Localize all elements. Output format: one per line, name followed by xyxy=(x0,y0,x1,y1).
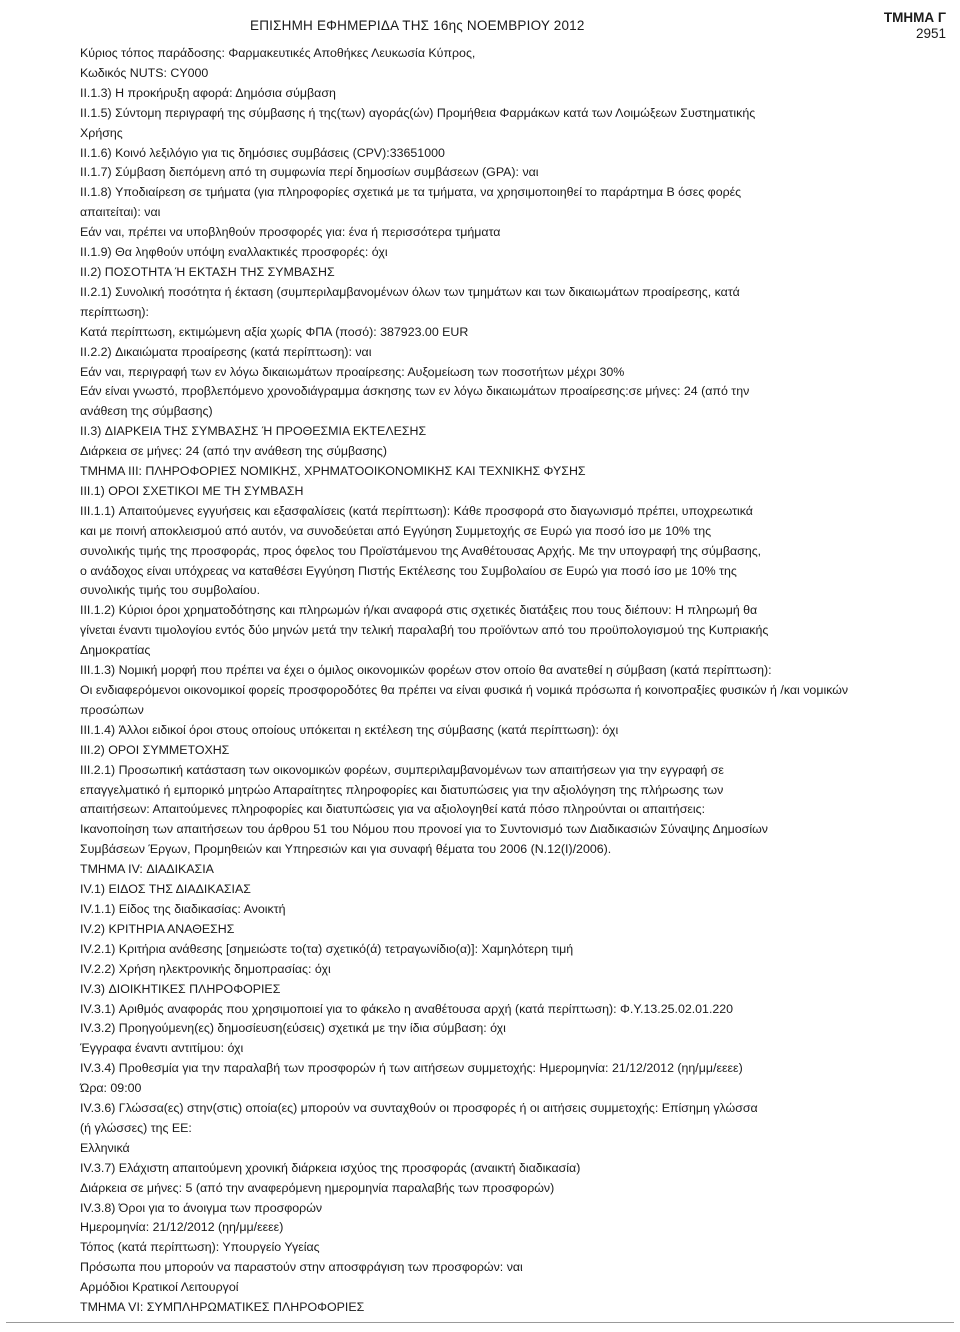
text-line: συνολικής τιμής του συμβολαίου. xyxy=(80,583,261,598)
text-line: IV.3.4) Προθεσμία για την παραλαβή των προσφορών ή των αιτήσεων συμμετοχής: Ημερομηνία: 21/12/2012 (ηη/μμ/εεεε) xyxy=(80,1061,743,1076)
text-line: Οι ενδιαφερόμενοι οικονομικοί φορείς προσφοροδότες θα πρέπει να είναι φυσικά ή νομικά πρόσωπα ή κοινοπραξίες φυσικών ή /και νομικών xyxy=(80,683,849,697)
text-line: Ικανοποίηση των απαιτήσεων του άρθρου 51 του Νόμου που προνοεί για το Συντονισμό των Διαδικασιών Σύναψης Δημοσίων xyxy=(80,822,768,837)
text-line: Ώρα: 09:00 xyxy=(80,1081,142,1096)
text-line: Χρήσης xyxy=(80,125,123,140)
text-line: συνολικής τιμής της προσφοράς, προς όφελος του Προϊστάμενου της Αναθέτουσας Αρχής. Με την υπογραφή της σύμβασης, xyxy=(80,543,762,558)
text-line: III.1.3) Νομική μορφή που πρέπει να έχει ο όμιλος οικονομικών φορέων στον οποίο θα ανατεθεί η σύμβαση (κατά περίπτωση): xyxy=(80,663,772,678)
text-line: III.1.4) Άλλοι ειδικοί όροι στους οποίους υπόκειται η εκτέλεση της σύμβασης (κατά περίπτωση): όχι xyxy=(80,722,619,737)
text-line: Ημερομηνία: 21/12/2012 (ηη/μμ/εεεε) xyxy=(80,1220,284,1235)
section-label: ΤΜΗΜΑ Γ xyxy=(883,10,946,25)
text-line: Εάν ναι, πρέπει να υποβληθούν προσφορές για: ένα ή περισσότερα τμήματα xyxy=(80,225,501,240)
text-line: επαγγελματικό ή εμπορικό μητρώο Απαραίτητες πληροφορίες και διατυπώσεις για την αξιολόγηση της πλήρωσης των xyxy=(80,782,724,797)
text-line: II.1.8) Υποδιαίρεση σε τμήματα (για πληροφορίες σχετικά με τα τμήματα, να χρησιμοποιηθεί το παράρτημα Β όσες φορές xyxy=(80,185,742,200)
text-line: Συμβάσεων Έργων, Προμηθειών και Υπηρεσιών και για συναφή θέματα του 2006 (Ν.12(Ι)/2006). xyxy=(80,842,612,857)
text-line: III.1) ΟΡΟΙ ΣΧΕΤΙΚΟΙ ΜΕ ΤΗ ΣΥΜΒΑΣΗ xyxy=(80,483,304,498)
text-line: IV.3.7) Ελάχιστη απαιτούμενη χρονική διάρκεια ισχύος της προσφοράς (αναικτή διαδικασία) xyxy=(80,1160,581,1175)
text-line: IV.3.1) Αριθμός αναφοράς που χρησιμοποιεί για το φάκελο η αναθέτουσα αρχή (κατά περίπτωση): Φ.Υ.13.25.02.01.220 xyxy=(80,1001,734,1016)
text-line: γίνεται έναντι τιμολογίου εντός δύο μηνών μετά την τελική παραλαβή του προϊόντων από του προϋπολογισμού της Κυπριακής xyxy=(80,623,769,638)
text-line: III.1.2) Κύριοι όροι χρηματοδότησης και πληρωμών ή/και αναφορά στις σχετικές διατάξεις που τους διέπουν: Η πληρωμή θα xyxy=(80,603,758,618)
footer-rule xyxy=(6,1322,954,1323)
text-line: Κωδικός NUTS: CY000 xyxy=(80,65,209,80)
text-line: Ελληνικά xyxy=(80,1140,130,1155)
text-line: II.2.2) Δικαιώματα προαίρεσης (κατά περίπτωση): ναι xyxy=(80,344,372,359)
text-line: III.2.1) Προσωπική κατάσταση των οικονομικών φορέων, συμπεριλαμβανομένων των απαιτήσεων για την εγγραφή σε xyxy=(80,762,724,777)
text-line: II.1.9) Θα ληφθούν υπόψη εναλλακτικές προσφορές: όχι xyxy=(80,245,388,260)
text-line: IV.1) ΕΙΔΟΣ ΤΗΣ ΔΙΑΔΙΚΑΣΙΑΣ xyxy=(80,882,251,897)
text-line: IV.2.1) Κριτήρια ανάθεσης [σημειώστε το(τα) σχετικό(ά) τετραγωνίδιο(α)]: Χαμηλότερη τιμή xyxy=(80,941,574,956)
text-line: II.1.6) Κοινό λεξιλόγιο για τις δημόσιες συμβάσεις (CPV):33651000 xyxy=(80,145,445,160)
text-line: III.2) ΟΡΟΙ ΣΥΜΜΕΤΟΧΗΣ xyxy=(80,742,230,757)
text-line: Διάρκεια σε μήνες: 5 (από την αναφερόμενη ημερομηνία παραλαβής των προσφορών) xyxy=(80,1180,555,1195)
text-line: περίπτωση): xyxy=(80,304,149,319)
text-line: II.2) ΠΟΣΟΤΗΤΑ Ή ΕΚΤΑΣΗ ΤΗΣ ΣΥΜΒΑΣΗΣ xyxy=(80,264,335,279)
text-line: III.1.1) Απαιτούμενες εγγυήσεις και εξασφαλίσεις (κατά περίπτωση): Κάθε προσφορά στο διαγωνισμό πρέπει, υποχρεωτικά xyxy=(80,503,753,518)
text-line: Εάν είναι γνωστό, προβλεπόμενο χρονοδιάγραμμα άσκησης των εν λόγω δικαιωμάτων προαίρεσης:σε μήνες: 24 (από την xyxy=(80,384,750,399)
text-line: ο ανάδοχος είναι υπόχρεας να καταθέσει Εγγύηση Πιστής Εκτέλεσης του Συμβολαίου σε Ευρώ για ποσό ίσο με 10% της xyxy=(80,563,737,578)
text-line: Αρμόδιοι Κρατικοί Λειτουργοί xyxy=(80,1280,239,1295)
text-line: II.2.1) Συνολική ποσότητα ή έκταση (συμπεριλαμβανομένων όλων των τμημάτων και των δικαιωμάτων προαίρεσης, κατά xyxy=(80,284,740,299)
text-line: IV.3.8) Όροι για το άνοιγμα των προσφορών xyxy=(80,1200,323,1215)
document-body xyxy=(80,44,862,1318)
text-line: Πρόσωπα που μπορούν να παραστούν στην αποσφράγιση των προσφορών: ναι xyxy=(80,1260,523,1275)
text-line: Δημοκρατίας xyxy=(80,643,151,658)
text-line: IV.2) ΚΡΙΤΗΡΙΑ ΑΝΑΘΕΣΗΣ xyxy=(80,921,235,936)
text-line: και με ποινή αποκλεισμού από αυτόν, να συνοδεύεται από Εγγύηση Συμμετοχής σε Ευρώ για ποσό ίσο με 10% της xyxy=(80,523,712,538)
text-line: IV.3.2) Προηγούμενη(ες) δημοσίευση(εύσεις) σχετικά με την ίδια σύμβαση: όχι xyxy=(80,1021,506,1036)
text-line: Κύριος τόπος παράδοσης: Φαρμακευτικές Αποθήκες Λευκωσία Κύπρος, xyxy=(80,46,476,60)
text-line: απαιτήσεων: Απαιτούμενες πληροφορίες και διατυπώσεις για να αξιολογηθεί κατά πόσο πληρούνται οι απαιτήσεις: xyxy=(80,802,706,817)
text-line: ΤΜΗΜΑ III: ΠΛΗΡΟΦΟΡΙΕΣ ΝΟΜΙΚΗΣ, ΧΡΗΜΑΤΟΟΙΚΟΝΟΜΙΚΗΣ ΚΑΙ ΤΕΧΝΙΚΗΣ ΦΥΣΗΣ xyxy=(80,464,586,479)
text-line: II.1.3) Η προκήρυξη αφορά: Δημόσια σύμβαση xyxy=(80,85,336,100)
text-line: II.1.5) Σύντομη περιγραφή της σύμβασης ή της(των) αγοράς(ών) Προμήθεια Φαρμάκων κατά των Λοιμώξεων Συστηματικής xyxy=(80,105,756,120)
text-line: προσώπων xyxy=(80,702,144,717)
text-line: IV.2.2) Χρήση ηλεκτρονικής δημοπρασίας: όχι xyxy=(80,961,331,976)
text-line: II.1.7) Σύμβαση διεπόμενη από τη συμφωνία περί δημοσίων συμβάσεων (GPA): ναι xyxy=(80,165,539,180)
text-line: ΤΜΗΜΑ IV: ΔΙΑΔΙΚΑΣΙΑ xyxy=(80,862,214,877)
gazette-title: ΕΠΙΣΗΜΗ ΕΦΗΜΕΡΙΔΑ ΤΗΣ 16ης ΝΟΕΜΒΡΙΟΥ 2012 xyxy=(250,18,585,33)
text-line: Τόπος (κατά περίπτωση): Υπουργείο Υγείας xyxy=(80,1240,320,1255)
text-line: απαιτείται): ναι xyxy=(80,205,161,220)
text-line: Εάν ναι, περιγραφή των εν λόγω δικαιωμάτων προαίρεσης: Αυξομείωση των ποσοτήτων μέχρι 30% xyxy=(80,364,625,379)
text-line: IV.3.6) Γλώσσα(ες) στην(στις) οποία(ες) μπορούν να συνταχθούν οι προσφορές ή οι αιτήσεις συμμετοχής: Επίσημη γλώσσα xyxy=(80,1101,758,1116)
page-number: 2951 xyxy=(915,26,946,41)
text-line: Έγγραφα έναντι αντιτίμου: όχι xyxy=(80,1041,244,1056)
text-line: Διάρκεια σε μήνες: 24 (από την ανάθεση της σύμβασης) xyxy=(80,444,387,459)
text-line: IV.3) ΔΙΟΙΚΗΤΙΚΕΣ ΠΛΗΡΟΦΟΡΙΕΣ xyxy=(80,981,281,996)
text-line: II.3) ΔΙΑΡΚΕΙΑ ΤΗΣ ΣΥΜΒΑΣΗΣ Ή ΠΡΟΘΕΣΜΙΑ ΕΚΤΕΛΕΣΗΣ xyxy=(80,424,427,439)
text-line: IV.1.1) Είδος της διαδικασίας: Ανοικτή xyxy=(80,901,286,916)
text-line: ανάθεση της σύμβασης) xyxy=(80,404,213,419)
text-line: ΤΜΗΜΑ VI: ΣΥΜΠΛΗΡΩΜΑΤΙΚΕΣ ΠΛΗΡΟΦΟΡΙΕΣ xyxy=(80,1300,365,1315)
text-line: (ή γλώσσες) της ΕΕ: xyxy=(80,1120,192,1135)
text-line: Κατά περίπτωση, εκτιμώμενη αξία χωρίς ΦΠΑ (ποσό): 387923.00 EUR xyxy=(80,324,469,339)
